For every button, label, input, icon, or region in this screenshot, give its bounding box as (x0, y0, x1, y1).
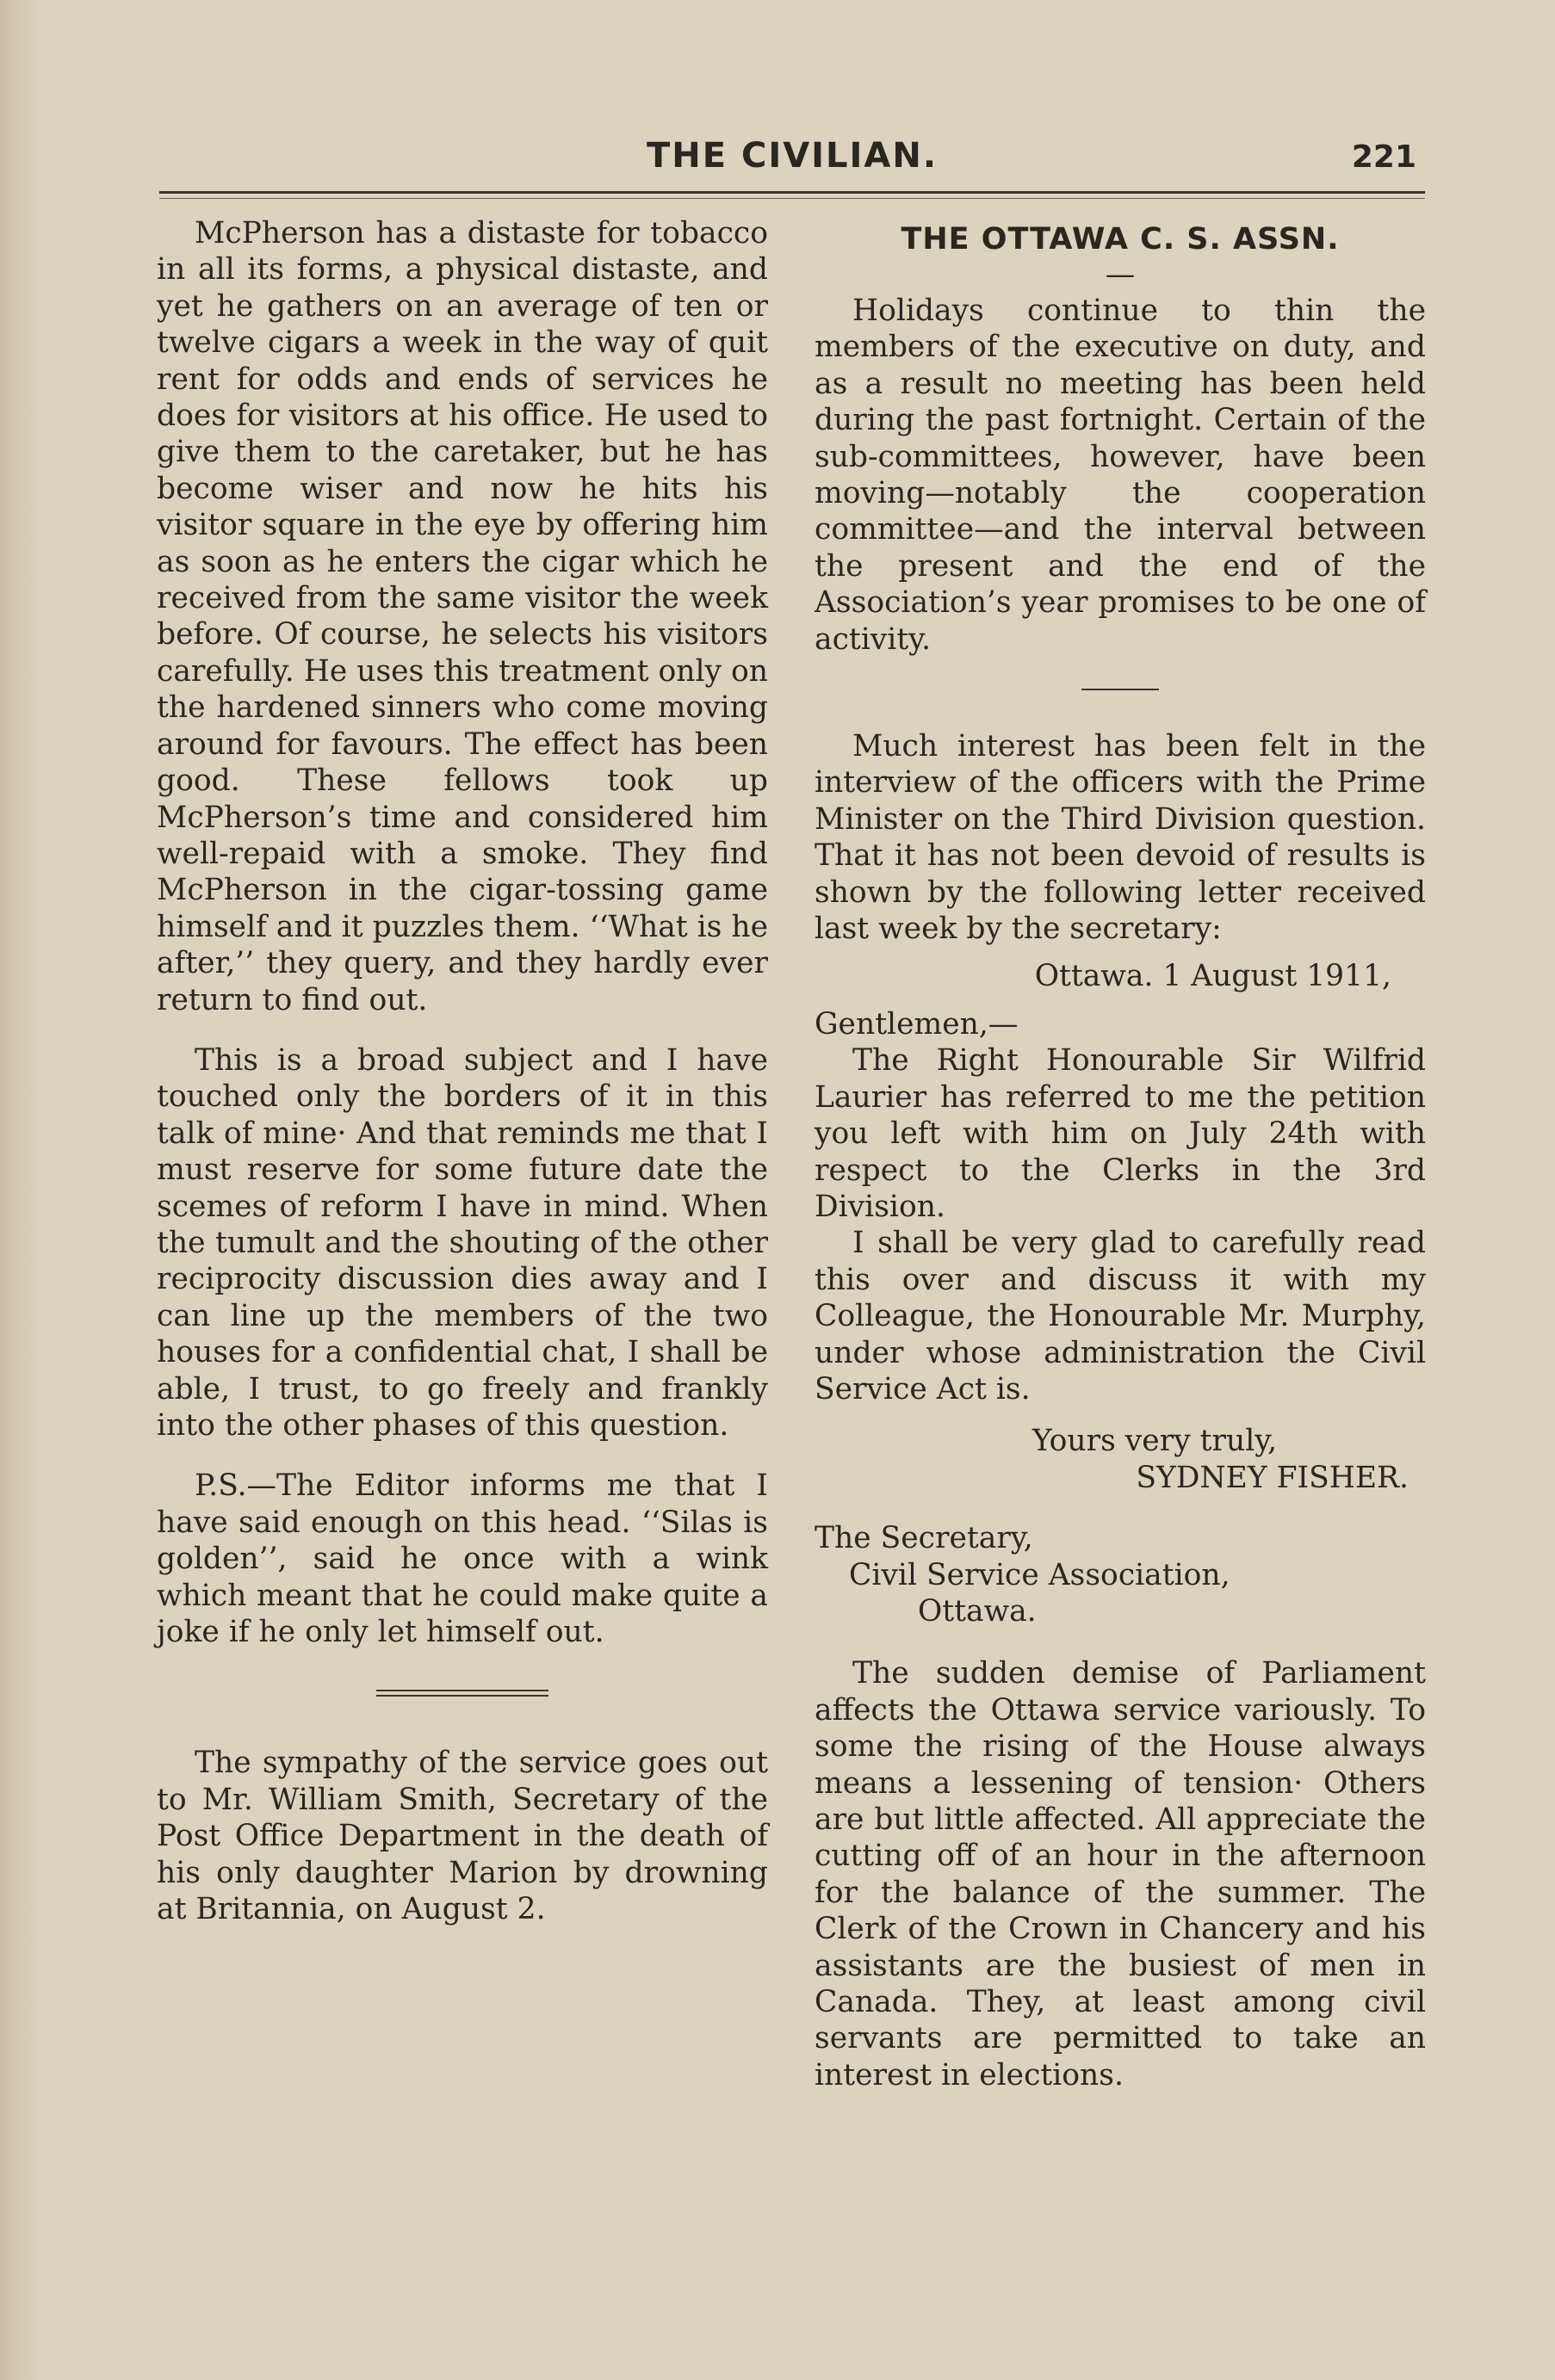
paragraph-holidays: Holidays continue to thin the members of the executive on duty, and as a result no meeting has been held during the past fortnight. Certain of the sub-committees, however, have been moving—notably the cooperation committee—and the interval between the present and the end of the Association’s year promises to be one of activity. (815, 294, 1426, 657)
header-rule (159, 191, 1425, 194)
letter-address-line-1: The Secretary, (815, 1521, 1033, 1556)
publication-title: THE CIVILIAN. (646, 136, 939, 176)
page-binding-edge (0, 0, 36, 2380)
letter-signature: SYDNEY FISHER. (1136, 1460, 1409, 1495)
running-header (159, 127, 1425, 188)
letter-address-line-2: Civil Service Association, (849, 1557, 1230, 1592)
letter-closing: Yours very truly, (1032, 1424, 1278, 1459)
page-number: 221 (1351, 139, 1416, 175)
paragraph-mcpherson: McPherson has a distaste for tobacco in all its forms, a physical distaste, and yet he gathers on an average of ten or twelve cigars a week in the way of quit rent for odds and ends of services he does for visitors at his office. He used to give them to the caretaker, but he has become wiser and now he hits his visitor square in the eye by offering him as soon as he enters the cigar which he received from the same visitor the week before. Of course, he selects his visitors carefully. He uses this treatment only on the hardened sinners who come moving around for favours. The effect has been good. These fellows took up McPherson’s time and considered him well-repaid with a smoke. They find McPherson in the cigar-tossing game himself and it puzzles them. ‘‘What is he after,’’ they query, and they hardly ever return to find out. (157, 216, 768, 1017)
section-title: THE OTTAWA C. S. ASSN. (901, 222, 1340, 257)
letter-salutation: Gentlemen,— (815, 1006, 1019, 1042)
paragraph-interview: Much interest has been felt in the interview of the officers with the Prime Minister on the Third Division question. That it has not been devoid of results is shown by the following letter received last week by the secretary: (815, 729, 1426, 947)
section-dash: — (1105, 257, 1136, 292)
letter-body-1: The Right Honourable Sir Wilfrid Laurier has referred to me the petition you left with him on July 24th with respect to the Clerks in the 3rd Division. (815, 1043, 1426, 1224)
paragraph-broad-subject: This is a broad subject and I have touched only the borders of it in this talk of mine· And that reminds me that I must reserve for some future date the scemes of reform I have in mind. When the tumult and the shouting of the other reciprocity discussion dies away and I can line up the members of the two houses for a confidential chat, I shall be able, I trust, to go freely and frankly into the other phases of this question. (157, 1042, 768, 1443)
letter-body-2: I shall be very glad to carefully read this over and discuss it with my Colleague, the Honourable Mr. Murphy, under whose administration the Civil Service Act is. (815, 1226, 1426, 1406)
letter-address-line-3: Ottawa. (918, 1594, 1037, 1629)
header-rule-thin (159, 198, 1425, 199)
double-rule-divider (376, 1690, 548, 1697)
right-column (815, 215, 1426, 2093)
letter-date: Ottawa. 1 August 1911, (1034, 958, 1391, 993)
paragraph-sympathy: The sympathy of the service goes out to Mr. William Smith, Secretary of the Post Office Department in the death of his only daughter Marion by drowning at Britannia, on August 2. (157, 1746, 768, 1927)
left-column (157, 215, 768, 1927)
short-rule-divider (1081, 689, 1159, 690)
paragraph-postscript: P.S.—The Editor informs me that I have said enough on this head. ‘‘Silas is golden’’, said he once with a wink which meant that he could make quite a joke if he only let himself out. (157, 1468, 768, 1650)
paragraph-parliament: The sudden demise of Parliament affects the Ottawa service variously. To some the rising of the House always means a lessening of tension· Others are but little affected. All appreciate the cutting off of an hour in the afternoon for the balance of the summer. The Clerk of the Crown in Chancery and his assistants are the busiest of men in Canada. They, at least among civil servants are permitted to take an interest in elections. (815, 1656, 1426, 2093)
